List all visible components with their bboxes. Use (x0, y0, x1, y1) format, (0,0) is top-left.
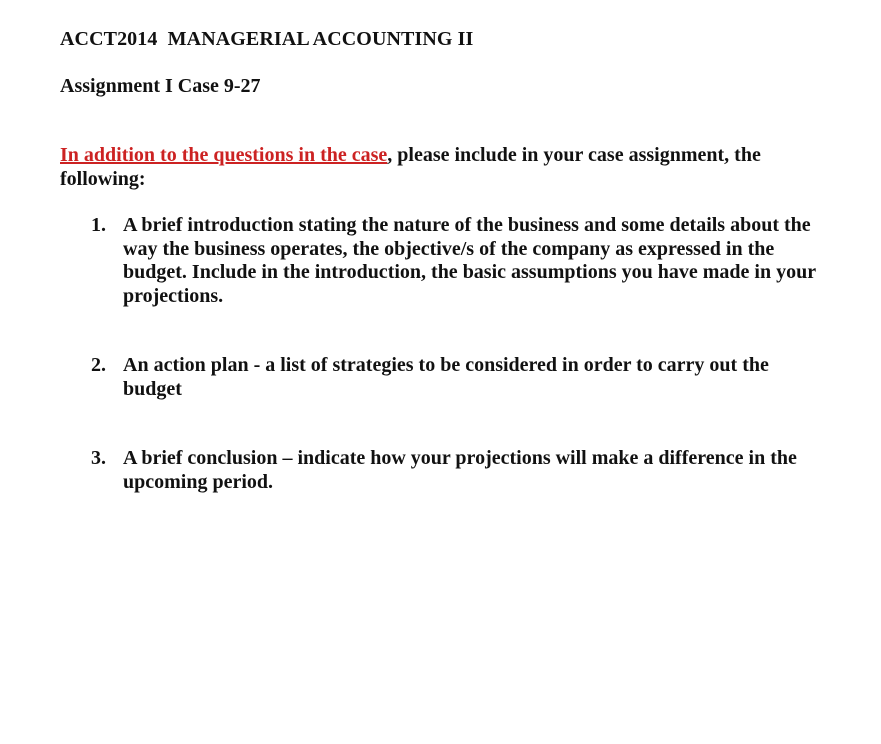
list-item-text: An action plan - a list of strategies to be considered in order to carry out the budget (123, 354, 769, 400)
intro-text: , please include in your case assignment, the following: (60, 144, 761, 190)
list-item-text: A brief introduction stating the nature of the business and some details about the way the business operates, the objective/s of the company as expressed in the budget. Include in the introduction, the basic assumptions you have made in your projections. (123, 214, 816, 307)
intro-paragraph (60, 144, 820, 191)
course-title: ACCT2014 MANAGERIAL ACCOUNTING II (60, 28, 474, 50)
assignment-title: Assignment I Case 9-27 (60, 75, 261, 97)
list-item-number: 1. (91, 214, 106, 236)
intro-emphasis: In addition to the questions in the case (60, 144, 388, 166)
list-item-number: 2. (91, 354, 106, 376)
list-item-number: 3. (91, 447, 106, 469)
list-item-text: A brief conclusion – indicate how your projections will make a difference in the upcoming period. (123, 447, 797, 493)
